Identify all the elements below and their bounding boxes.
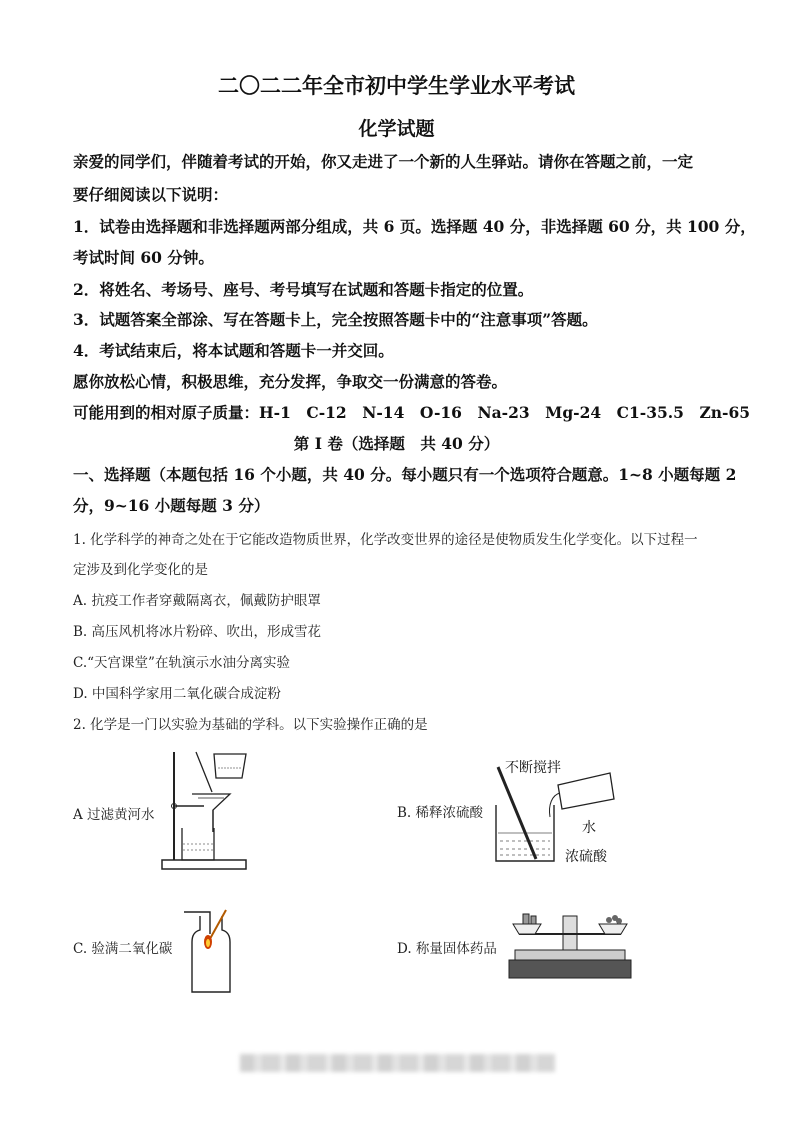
q1-option-a: A. 抗疫工作者穿戴隔离衣，佩戴防护眼罩	[73, 593, 321, 609]
instruction-4: 4．考试结束后，将本试题和答题卡一并交回。	[73, 341, 394, 360]
stir-label: 不断搅拌	[505, 760, 561, 776]
instruction-1-line-1: 1．试卷由选择题和非选择题两部分组成，共 6 页。选择题 40 分，非选择题 60 分，共 100 分，	[73, 217, 756, 236]
part1-heading-line-1: 一、选择题（本题包括 16 个小题，共 40 分。每小题只有一个选项符合题意。1~8 小题每题 2	[73, 465, 737, 484]
part1-heading-line-2: 分，9~16 小题每题 3 分）	[73, 496, 270, 515]
instruction-2: 2．将姓名、考场号、座号、考号填写在试题和答题卡指定的位置。	[73, 280, 534, 299]
atomic-masses: 可能用到的相对原子质量：H-1 C-12 N-14 O-16 Na-23 Mg-24 C1-35.5 Zn-65	[73, 403, 751, 422]
q2-option-a-label: A 过滤黄河水	[73, 807, 155, 823]
q1-option-b: B. 高压风机将冰片粉碎、吹出，形成雪花	[73, 624, 322, 640]
q2-option-d-label: D. 称量固体药品	[397, 941, 497, 957]
intro-line-1: 亲爱的同学们，伴随着考试的开始，你又走进了一个新的人生驿站。请你在答题之前，一定	[73, 152, 694, 171]
acid-label: 浓硫酸	[565, 849, 607, 865]
page-title: 二〇二二年全市初中学生学业水平考试	[218, 73, 575, 98]
intro-line-2: 要仔细阅读以下说明：	[73, 185, 229, 204]
q1-stem-line-2: 定涉及到化学变化的是	[73, 562, 208, 578]
q1-option-c: C.“天宫课堂”在轨演示水油分离实验	[73, 655, 290, 671]
filtration-apparatus-figure	[158, 748, 252, 873]
instruction-1-line-2: 考试时间 60 分钟。	[73, 248, 214, 267]
watermark-blur	[240, 1054, 555, 1072]
q1-stem-line-1: 1. 化学科学的神奇之处在于它能改造物质世界，化学改变世界的途径是使物质发生化学变化。以下过程一	[73, 532, 698, 548]
q2-option-c-label: C. 验满二氧化碳	[73, 941, 173, 957]
section-header: 第 I 卷（选择题 共 40 分）	[293, 434, 500, 453]
gas-bottle-figure	[180, 906, 240, 994]
water-label: 水	[582, 820, 596, 836]
page-subtitle: 化学试题	[358, 118, 435, 140]
q1-option-d: D. 中国科学家用二氧化碳合成淀粉	[73, 686, 281, 702]
q2-stem: 2. 化学是一门以实验为基础的学科。以下实验操作正确的是	[73, 717, 428, 733]
instruction-3: 3．试题答案全部涂、写在答题卡上，完全按照答题卡中的“注意事项”答题。	[73, 310, 598, 329]
balance-figure	[505, 904, 635, 982]
wish-text: 愿你放松心情，积极思维，充分发挥，争取交一份满意的答卷。	[73, 372, 508, 391]
q2-option-b-label: B. 稀释浓硫酸	[397, 805, 484, 821]
